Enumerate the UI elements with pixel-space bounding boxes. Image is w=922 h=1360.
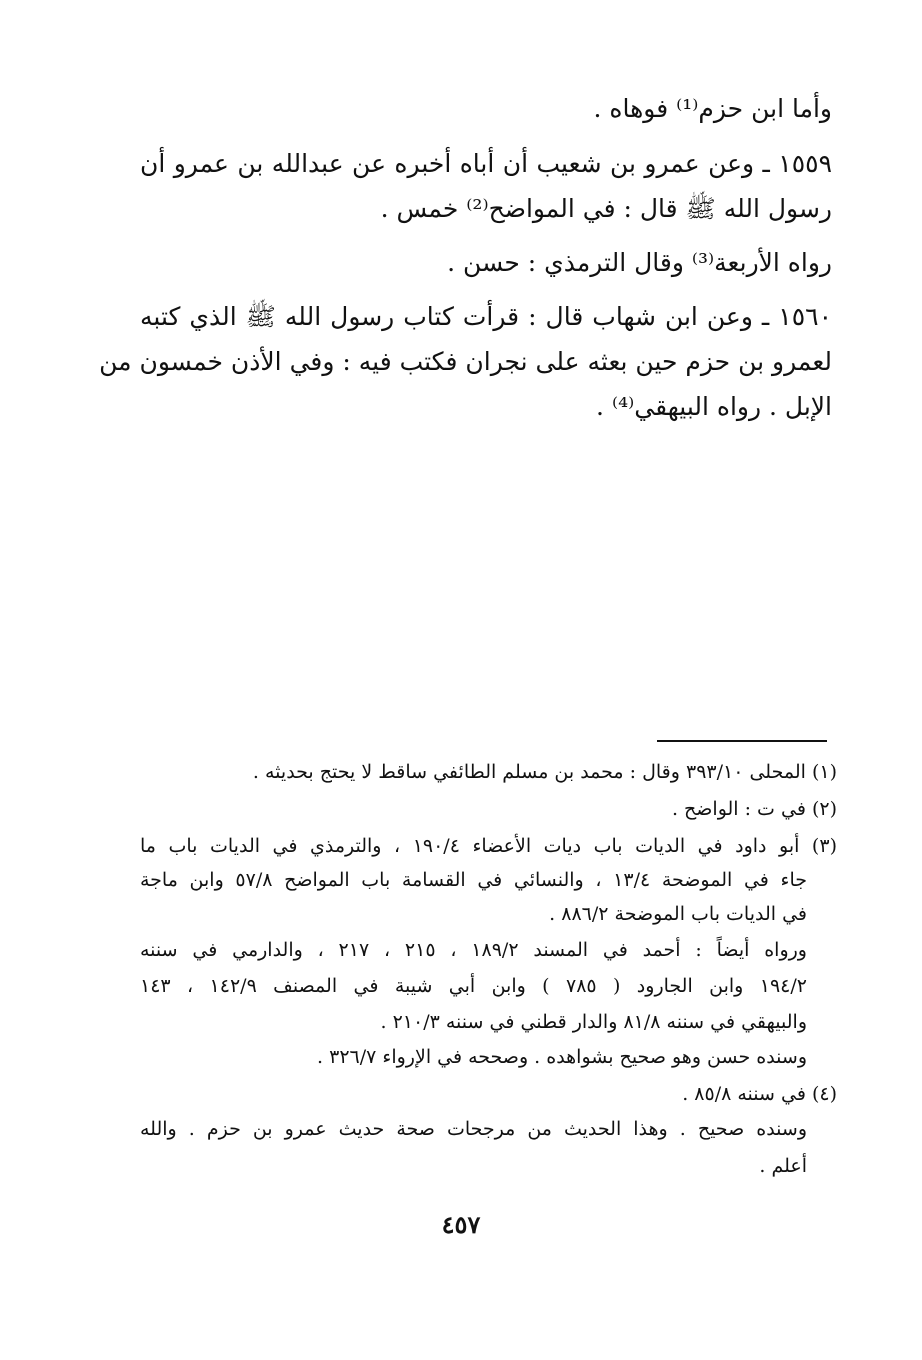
body-line: لعمرو بن حزم حين بعثه على نجران فكتب فيه : وفي الأذن خمسون من [99, 347, 832, 376]
footnote-line: (٣) أبو داود في الديات باب ديات الأعضاء ١٩٠/٤ ، والترمذي في الديات باب ما [140, 835, 837, 857]
body-line: الإبل . رواه البيهقي⁽⁴⁾ . [596, 392, 832, 421]
footnote-line: ورواه أيضاً : أحمد في المسند ١٨٩/٢ ، ٢١٥ ، ٢١٧ ، والدارمي في سننه [140, 939, 807, 961]
body-line: ١٥٥٩ ـ وعن عمرو بن شعيب أن أباه أخبره عن عبدالله بن عمرو أن [140, 149, 832, 178]
footnote-separator [657, 740, 827, 742]
body-line: رسول الله ﷺ قال : في المواضح⁽²⁾ خمس . [380, 194, 832, 223]
page-number: ٤٥٧ [441, 1210, 481, 1239]
footnote-line: ١٩٤/٢ وابن الجارود ( ٧٨٥ ) وابن أبي شيبة في المصنف ١٤٢/٩ ، ١٤٣ [140, 975, 807, 997]
footnote-line: وسنده صحيح . وهذا الحديث من مرجحات صحة حديث عمرو بن حزم . والله [140, 1118, 807, 1140]
footnote-line: (١) المحلى ٣٩٣/١٠ وقال : محمد بن مسلم الطائفي ساقط لا يحتج بحديثه . [252, 761, 837, 783]
footnote-line: وسنده حسن وهو صحيح بشواهده . وصححه في الإرواء ٣٢٦/٧ . [317, 1046, 807, 1068]
body-line: وأما ابن حزم⁽¹⁾ فوهاه . [593, 94, 832, 123]
body-line: ١٥٦٠ ـ وعن ابن شهاب قال : قرأت كتاب رسول الله ﷺ الذي كتبه [140, 302, 832, 331]
body-line: رواه الأربعة⁽³⁾ وقال الترمذي : حسن . [447, 248, 832, 277]
footnote-line: والبيهقي في سننه ٨١/٨ والدار قطني في سننه ٢١٠/٣ . [380, 1011, 807, 1033]
footnote-line: جاء في الموضحة ١٣/٤ ، والنسائي في القسامة باب المواضح ٥٧/٨ وابن ماجة [140, 869, 807, 891]
footnote-line: أعلم . [759, 1155, 807, 1177]
footnote-line: (٢) في ت : الواضح . [671, 798, 837, 820]
footnote-line: في الديات باب الموضحة ٨٨٦/٢ . [549, 903, 807, 925]
footnote-line: (٤) في سننه ٨٥/٨ . [682, 1083, 837, 1105]
